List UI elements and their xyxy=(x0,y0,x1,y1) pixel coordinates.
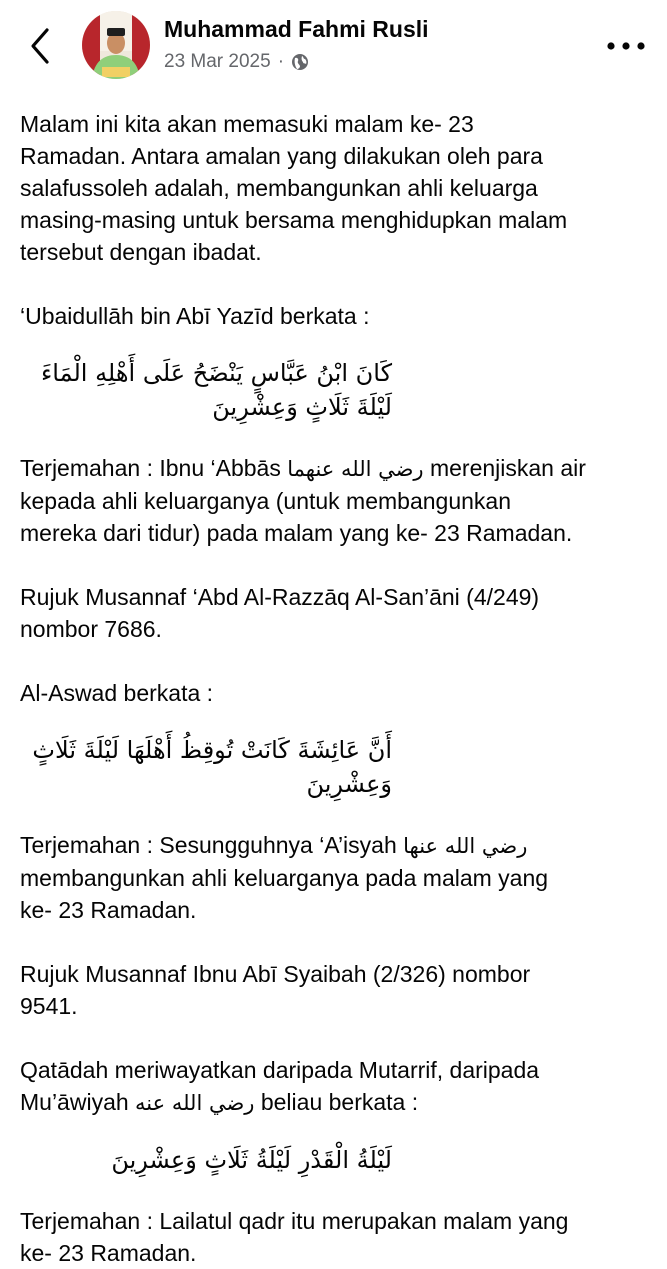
post-paragraph xyxy=(20,829,648,926)
paragraph-text: Qatādah meriwayatkan daripada Mutarrif, daripada Mu’āwiyah xyxy=(20,1057,540,1115)
post-paragraph: Malam ini kita akan memasuki malam ke- 23 Ramadan. Antara amalan yang dilakukan oleh para salafussoleh adalah, membangunkan ahli keluarga masing-masing untuk bersama menghidupkan malam tersebut dengan ibadat. xyxy=(20,111,568,265)
post-paragraph: ‘Ubaidullāh bin Abī Yazīd berkata : xyxy=(20,303,370,329)
chevron-left-icon xyxy=(29,27,51,65)
paragraph-text: Terjemahan : Sesungguhnya ‘A’isyah xyxy=(20,832,404,858)
globe-icon xyxy=(291,53,309,71)
author-name[interactable]: Muhammad Fahmi Rusli xyxy=(164,16,429,42)
paragraph-text: membangunkan ahli keluarganya pada malam yang ke- 23 Ramadan. xyxy=(20,865,549,923)
more-options-button[interactable] xyxy=(604,34,648,58)
back-button[interactable] xyxy=(22,24,58,68)
post-paragraph xyxy=(20,1054,648,1119)
post-paragraph: Al-Aswad berkata : xyxy=(20,680,214,706)
profile-photo xyxy=(82,11,150,79)
post-header xyxy=(0,0,667,92)
separator-dot: · xyxy=(277,51,285,72)
arabic-honorific: رضي الله عنها xyxy=(403,834,528,858)
paragraph-text: beliau berkata : xyxy=(254,1089,419,1115)
arabic-honorific: رضي الله عنهما xyxy=(287,457,424,481)
post-paragraph: Terjemahan : Lailatul qadr itu merupakan malam yang ke- 23 Ramadan. xyxy=(20,1208,569,1266)
paragraph-text: Terjemahan : Ibnu ‘Abbās xyxy=(20,455,288,481)
post-date[interactable]: 23 Mar 2025 xyxy=(164,51,271,72)
arabic-honorific: رضي الله عنه xyxy=(135,1091,255,1115)
arabic-hadith: أَنَّ عَائِشَةَ كَانَتْ تُوقِظُ أَهْلَهَا لَيْلَةَ ثَلَاثٍ وَعِشْرِينَ xyxy=(32,736,392,798)
avatar[interactable] xyxy=(82,11,150,79)
arabic-hadith: كَانَ ابْنُ عَبَّاسٍ يَنْضَحُ عَلَى أَهْلِهِ الْمَاءَ لَيْلَةَ ثَلَاثٍ وَعِشْرِينَ xyxy=(40,359,392,421)
post-paragraph: Rujuk Musannaf ‘Abd Al-Razzāq Al-San’āni (4/249) nombor 7686. xyxy=(20,584,540,642)
post-paragraph: Rujuk Musannaf Ibnu Abī Syaibah (2/326) nombor 9541. xyxy=(20,961,531,1019)
more-horizontal-icon xyxy=(606,41,646,51)
post-body xyxy=(20,108,648,1269)
post-paragraph xyxy=(20,452,648,549)
arabic-hadith: لَيْلَةُ الْقَدْرِ لَيْلَةُ ثَلَاثٍ وَعِشْرِينَ xyxy=(111,1146,392,1174)
post-meta xyxy=(164,51,309,73)
paragraph-text: merenjiskan air kepada ahli keluarganya (untuk membangunkan mereka dari tidur) pada malam yang ke- 23 Ramadan. xyxy=(20,455,586,546)
